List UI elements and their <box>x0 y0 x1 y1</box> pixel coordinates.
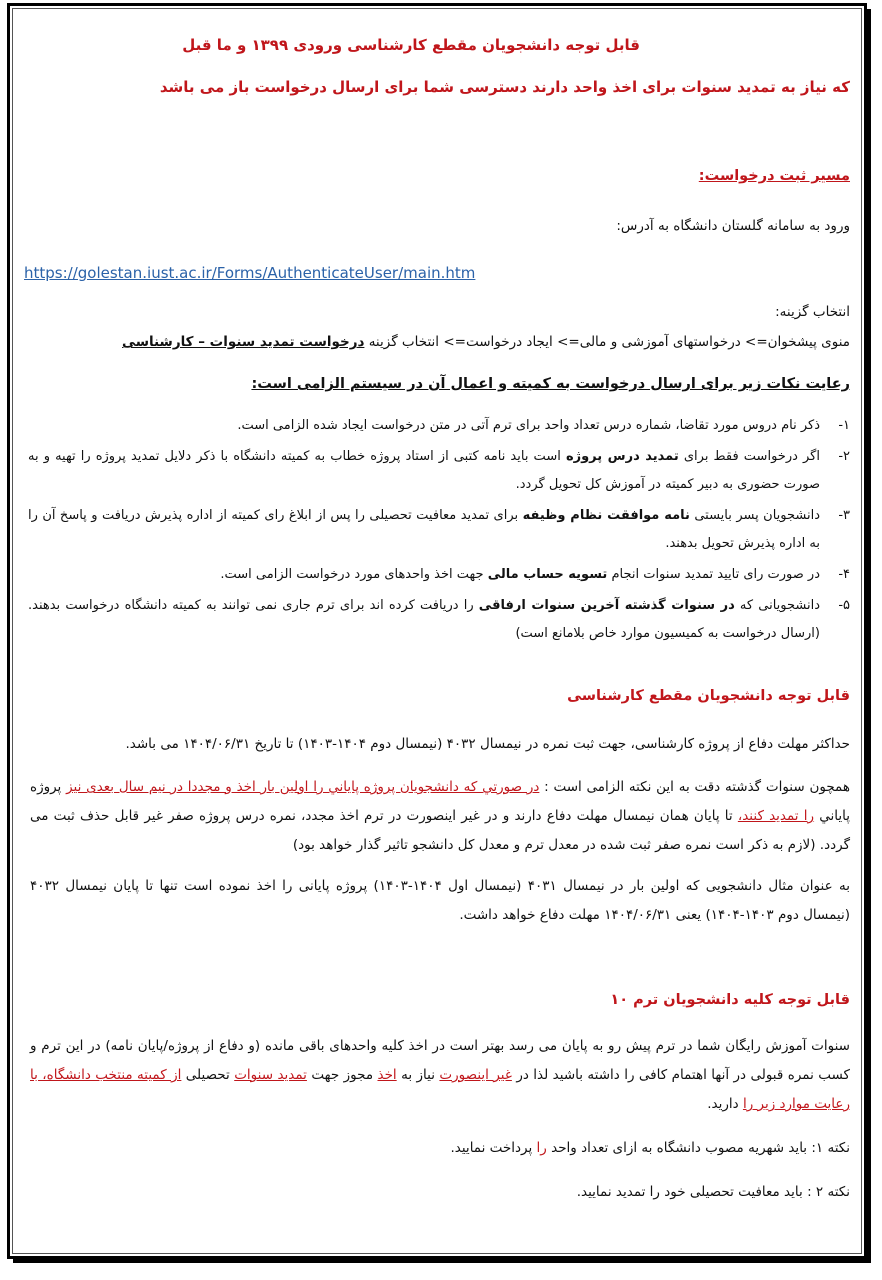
rules-title: رعایت نکات زیر برای ارسال درخواست به کمیته و اعمال آن در سیستم الزامی است: <box>251 376 850 392</box>
rules-list <box>28 412 850 651</box>
bachelor-deadline: حداکثر مهلت دفاع از پروژه کارشناسی، جهت ثبت نمره در نیمسال ۴۰۳۲ (نیمسال دوم ۱۴۰۴-۱۴۰۳) تا تاریخ ۱۴۰۴/۰۶/۳۱ می باشد. <box>125 736 850 752</box>
rule-item: ۱- ذکر نام دروس مورد تقاضا، شماره درس تعداد واحد برای ترم آتی در متن درخواست ایجاد شده الزامی است. <box>237 418 850 433</box>
menu-path <box>122 334 850 350</box>
term10-title: قابل توجه کلیه دانشجویان ترم ۱۰ <box>610 992 850 1008</box>
term10-paragraph: سنوات آموزش رایگان شما در ترم پیش رو به پایان می رسد بهتر است در اخذ کلیه واحدهای باقی مانده (و دفاع از پروژه/پایان نامه) در این ترم و کسب نمره قبولی در آنها اهتمام کافی را داشته باشید لذا در غیر اینصورت نیاز به اخذ مجوز جهت تمدید سنوات تحصیلی از کمیته منتخب دانشگاه، با رعایت موارد زیر را دارید. <box>30 1038 850 1112</box>
bachelor-example: به عنوان مثال دانشجویی که اولین بار در نیمسال ۴۰۳۱ (نیمسال اول ۱۴۰۴-۱۴۰۳) پروژه پایانی را اخذ نموده است تنها تا پایان نیمسال ۴۰۳۲ (نیمسال دوم ۱۴۰۳-۱۴۰۴) یعنی ۱۴۰۴/۰۶/۳۱ مهلت دفاع خواهد داشت. <box>30 878 850 923</box>
header-title-line1: قابل توجه دانشجویان مقطع کارشناسی ورودی ۱۳۹۹ و ما قبل <box>182 36 640 54</box>
bachelor-title: قابل توجه دانشجویان مقطع کارشناسی <box>567 688 850 704</box>
rule-item: ۴- در صورت رای تایید تمدید سنوات انجام تسویه حساب مالی جهت اخذ واحدهای مورد درخواست الزامی است. <box>220 567 850 582</box>
rule-item: ۵- دانشجویانی که در سنوات گذشته آخرین سنوات ارفاقی را دریافت کرده اند برای ترم جاری نمی توانند به کمیته دانشگاه درخواست بدهند. (ارسال درخواست به کمیسیون موارد خاص بلامانع است) <box>28 598 850 641</box>
header-title-line2: که نیاز به تمدید سنوات برای اخذ واحد دارند دسترسی شما برای ارسال درخواست باز می باشد <box>159 78 850 96</box>
rule-item: ۳- دانشجویان پسر بایستی نامه موافقت نظام وظیفه برای تمدید معافیت تحصیلی را پس از ابلاغ رای کمیته از اداره پذیرش دریافت و پاسخ آن را به اداره پذیرش تحویل بدهند. <box>28 508 850 551</box>
menu-path-text: منوی پیشخوان=> درخواستهای آموزشی و مالی=> ایجاد درخواست=> انتخاب گزینه <box>364 334 850 350</box>
rule-item: ۲- اگر درخواست فقط برای تمدید درس پروژه است باید نامه کتبی از استاد پروژه خطاب به کمیته دانشگاه با ذکر دلایل تمدید پروژه را تهیه و به صورت حضوری به دبیر کمیته در آموزش کل تحویل گردد. <box>28 449 850 492</box>
menu-option: درخواست تمدید سنوات – کارشناسی <box>122 334 365 350</box>
term10-note-2: نکته ۲ : باید معافیت تحصیلی خود را تمدید نمایید. <box>576 1184 850 1200</box>
term10-note-1: نکته ۱: باید شهریه مصوب دانشگاه به ازای تعداد واحد را پرداخت نمایید. <box>450 1140 850 1156</box>
option-label: انتخاب گزینه: <box>775 304 850 320</box>
bachelor-note: همچون سنوات گذشته دقت به این نکته الزامی است : در صورتي که دانشجویان پروژه پایاني را اولین بار اخذ و مجددا در نیم سال بعدی نیز پروژه پایاني را تمدید کنند، تا پایان همان نیمسال مهلت دفاع دارند و در غیر اینصورت در ترم اخذ مجدد، نمره درس پروژه صفر غیر قابل حذف ثبت می گردد. (لازم به ذکر است نمره صفر ثبت شده در معدل ترم و معدل کل دانشجو تاثیر گذار خواهد بود) <box>30 779 850 853</box>
route-title: مسیر ثبت درخواست: <box>698 168 850 184</box>
golestan-link[interactable]: https://golestan.iust.ac.ir/Forms/AuthenticateUser/main.htm <box>24 264 476 282</box>
login-text: ورود به سامانه گلستان دانشگاه به آدرس: <box>616 218 850 234</box>
